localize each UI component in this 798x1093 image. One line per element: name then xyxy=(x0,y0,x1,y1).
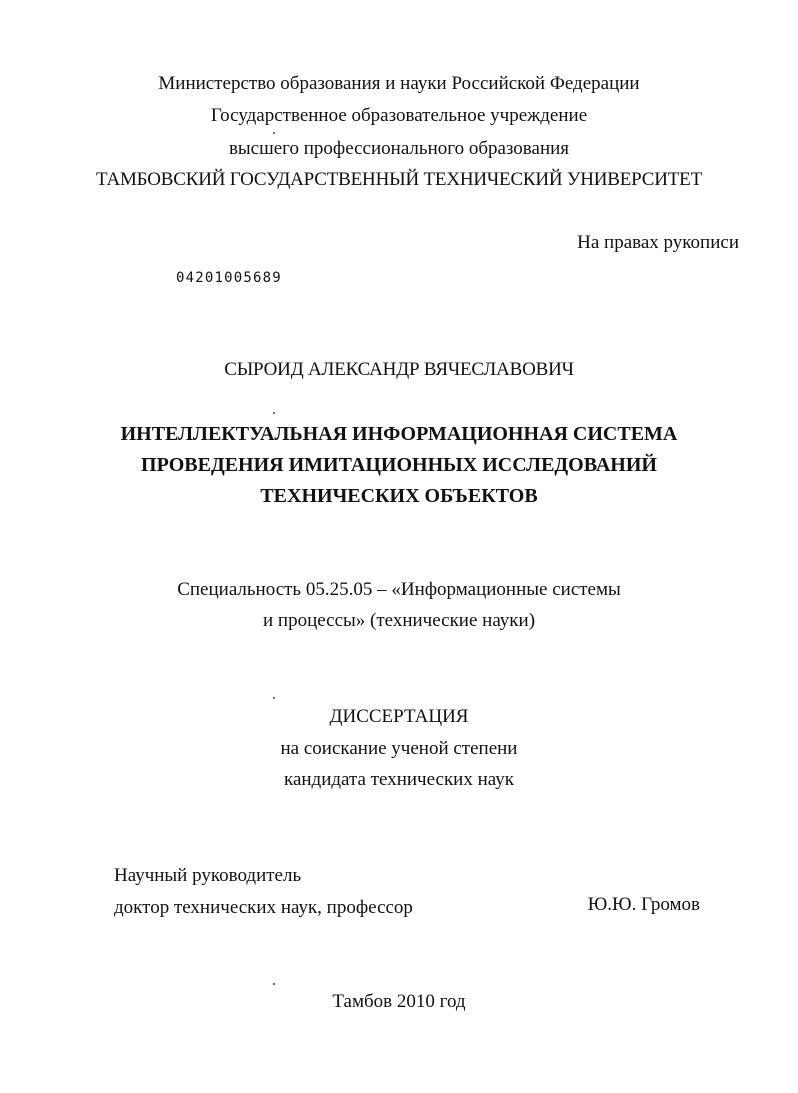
supervisor-credentials: доктор технических наук, профессор xyxy=(114,897,413,918)
scan-speck xyxy=(273,412,275,414)
degree-level: кандидата технических наук xyxy=(284,769,514,790)
scan-speck xyxy=(273,697,275,699)
author-name: СЫРОИД АЛЕКСАНДР ВЯЧЕСЛАВОВИЧ xyxy=(224,359,574,380)
university-name: ТАМБОВСКИЙ ГОСУДАРСТВЕННЫЙ ТЕХНИЧЕСКИЙ УНИВЕРСИТЕТ xyxy=(96,169,702,190)
dissertation-title-line-2: ПРОВЕДЕНИЯ ИМИТАЦИОННЫХ ИССЛЕДОВАНИЙ xyxy=(141,454,657,476)
dissertation-title-line-3: ТЕХНИЧЕСКИХ ОБЪЕКТОВ xyxy=(260,485,538,507)
institution-level-line: высшего профессионального образования xyxy=(228,138,570,159)
catalog-number: 04201005689 xyxy=(176,270,282,286)
document-type: ДИССЕРТАЦИЯ xyxy=(329,706,469,727)
degree-purpose: на соискание ученой степени xyxy=(280,738,518,759)
place-and-year: Тамбов 2010 год xyxy=(332,991,466,1012)
supervisor-name: Ю.Ю. Громов xyxy=(587,894,700,915)
scan-speck xyxy=(273,983,275,985)
specialty-line-2: и процессы» (технические науки) xyxy=(262,610,536,631)
supervisor-label: Научный руководитель xyxy=(114,865,302,886)
specialty-line-1: Специальность 05.25.05 – «Информационные системы xyxy=(177,579,621,600)
institution-type-line: Государственное образовательное учреждение xyxy=(210,105,588,126)
dissertation-title-line-1: ИНТЕЛЛЕКТУАЛЬНАЯ ИНФОРМАЦИОННАЯ СИСТЕМА xyxy=(120,423,678,445)
ministry-line: Министерство образования и науки Российской Федерации xyxy=(158,73,640,94)
scan-speck xyxy=(273,132,275,134)
manuscript-note: На правах рукописи xyxy=(577,232,739,253)
